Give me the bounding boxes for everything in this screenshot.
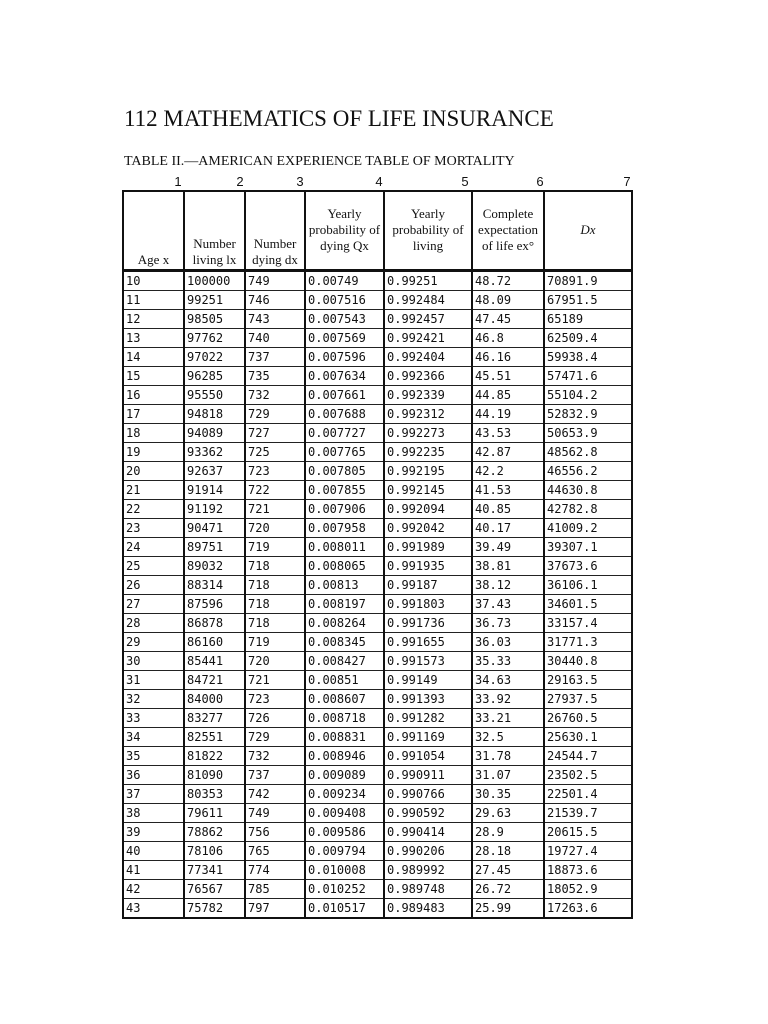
- px-cell: 0.992195: [384, 462, 472, 481]
- age-cell: 25: [123, 557, 184, 576]
- px-cell: 0.990592: [384, 804, 472, 823]
- qx-cell: 0.00813: [305, 576, 384, 595]
- living-cell: 95550: [184, 386, 245, 405]
- qx-cell: 0.008946: [305, 747, 384, 766]
- qx-cell: 0.009408: [305, 804, 384, 823]
- ex-cell: 27.45: [472, 861, 544, 880]
- age-cell: 23: [123, 519, 184, 538]
- living-cell: 75782: [184, 899, 245, 919]
- ex-cell: 45.51: [472, 367, 544, 386]
- dx-cell: 36106.1: [544, 576, 632, 595]
- age-cell: 34: [123, 728, 184, 747]
- px-cell: 0.991935: [384, 557, 472, 576]
- px-cell: 0.992421: [384, 329, 472, 348]
- age-cell: 16: [123, 386, 184, 405]
- age-cell: 41: [123, 861, 184, 880]
- living-cell: 86160: [184, 633, 245, 652]
- table-row: [123, 614, 632, 633]
- table-row: [123, 766, 632, 785]
- table-row: [123, 310, 632, 329]
- px-cell: 0.989992: [384, 861, 472, 880]
- age-cell: 22: [123, 500, 184, 519]
- ex-cell: 44.85: [472, 386, 544, 405]
- dx-cell: 30440.8: [544, 652, 632, 671]
- qx-cell: 0.008718: [305, 709, 384, 728]
- qx-cell: 0.008065: [305, 557, 384, 576]
- dx-cell: 50653.9: [544, 424, 632, 443]
- dying-cell: 723: [245, 690, 305, 709]
- dying-cell: 727: [245, 424, 305, 443]
- ex-cell: 34.63: [472, 671, 544, 690]
- dying-cell: 742: [245, 785, 305, 804]
- px-cell: 0.992273: [384, 424, 472, 443]
- dying-cell: 718: [245, 614, 305, 633]
- px-cell: 0.991655: [384, 633, 472, 652]
- qx-cell: 0.007516: [305, 291, 384, 310]
- ex-cell: 31.07: [472, 766, 544, 785]
- dying-cell: 732: [245, 747, 305, 766]
- column-number: 2: [236, 174, 244, 189]
- ex-cell: 26.72: [472, 880, 544, 899]
- px-cell: 0.990766: [384, 785, 472, 804]
- dx-cell: 17263.6: [544, 899, 632, 919]
- living-cell: 86878: [184, 614, 245, 633]
- table-row: [123, 329, 632, 348]
- qx-cell: 0.008607: [305, 690, 384, 709]
- px-cell: 0.991282: [384, 709, 472, 728]
- living-cell: 87596: [184, 595, 245, 614]
- table-row: [123, 785, 632, 804]
- table-row: [123, 576, 632, 595]
- table-row: [123, 557, 632, 576]
- dying-cell: 719: [245, 633, 305, 652]
- dying-cell: 737: [245, 348, 305, 367]
- mortality-table: [122, 190, 633, 919]
- qx-cell: 0.007855: [305, 481, 384, 500]
- table-row: [123, 823, 632, 842]
- qx-cell: 0.008427: [305, 652, 384, 671]
- living-cell: 94818: [184, 405, 245, 424]
- dx-cell: 55104.2: [544, 386, 632, 405]
- qx-cell: 0.007688: [305, 405, 384, 424]
- qx-cell: 0.007727: [305, 424, 384, 443]
- dying-cell: 718: [245, 595, 305, 614]
- qx-cell: 0.007543: [305, 310, 384, 329]
- qx-cell: 0.010008: [305, 861, 384, 880]
- ex-cell: 31.78: [472, 747, 544, 766]
- dying-cell: 785: [245, 880, 305, 899]
- dx-cell: 70891.9: [544, 271, 632, 291]
- living-cell: 83277: [184, 709, 245, 728]
- header-row: [123, 191, 632, 271]
- table-row: [123, 443, 632, 462]
- table-row: [123, 804, 632, 823]
- ex-cell: 44.19: [472, 405, 544, 424]
- living-cell: 97762: [184, 329, 245, 348]
- dx-cell: 65189: [544, 310, 632, 329]
- dying-cell: 729: [245, 728, 305, 747]
- header-expectation-of-life: Complete expectation of life ex°: [472, 191, 544, 271]
- px-cell: 0.99187: [384, 576, 472, 595]
- living-cell: 90471: [184, 519, 245, 538]
- age-cell: 13: [123, 329, 184, 348]
- living-cell: 80353: [184, 785, 245, 804]
- living-cell: 98505: [184, 310, 245, 329]
- dx-cell: 31771.3: [544, 633, 632, 652]
- column-number: 4: [375, 174, 383, 189]
- age-cell: 30: [123, 652, 184, 671]
- living-cell: 82551: [184, 728, 245, 747]
- qx-cell: 0.007906: [305, 500, 384, 519]
- living-cell: 92637: [184, 462, 245, 481]
- column-number: 3: [296, 174, 304, 189]
- ex-cell: 28.18: [472, 842, 544, 861]
- dying-cell: 749: [245, 804, 305, 823]
- qx-cell: 0.007634: [305, 367, 384, 386]
- age-cell: 38: [123, 804, 184, 823]
- ex-cell: 42.87: [472, 443, 544, 462]
- ex-cell: 36.03: [472, 633, 544, 652]
- px-cell: 0.989748: [384, 880, 472, 899]
- dx-cell: 26760.5: [544, 709, 632, 728]
- living-cell: 76567: [184, 880, 245, 899]
- age-cell: 31: [123, 671, 184, 690]
- ex-cell: 32.5: [472, 728, 544, 747]
- ex-cell: 28.9: [472, 823, 544, 842]
- living-cell: 89032: [184, 557, 245, 576]
- dx-cell: 48562.8: [544, 443, 632, 462]
- living-cell: 96285: [184, 367, 245, 386]
- dying-cell: 732: [245, 386, 305, 405]
- dx-cell: 21539.7: [544, 804, 632, 823]
- table-row: [123, 880, 632, 899]
- dying-cell: 720: [245, 652, 305, 671]
- table-row: [123, 271, 632, 291]
- px-cell: 0.99251: [384, 271, 472, 291]
- dx-cell: 57471.6: [544, 367, 632, 386]
- dx-cell: 25630.1: [544, 728, 632, 747]
- age-cell: 42: [123, 880, 184, 899]
- living-cell: 77341: [184, 861, 245, 880]
- dying-cell: 719: [245, 538, 305, 557]
- age-cell: 32: [123, 690, 184, 709]
- table-row: [123, 861, 632, 880]
- living-cell: 91914: [184, 481, 245, 500]
- px-cell: 0.991803: [384, 595, 472, 614]
- px-cell: 0.991989: [384, 538, 472, 557]
- dying-cell: 721: [245, 500, 305, 519]
- table-row: [123, 462, 632, 481]
- table-caption: TABLE II.—AMERICAN EXPERIENCE TABLE OF MORTALITY: [124, 154, 515, 169]
- age-cell: 10: [123, 271, 184, 291]
- table-row: [123, 367, 632, 386]
- dying-cell: 774: [245, 861, 305, 880]
- column-number: 7: [623, 174, 631, 189]
- qx-cell: 0.007765: [305, 443, 384, 462]
- px-cell: 0.991393: [384, 690, 472, 709]
- ex-cell: 37.43: [472, 595, 544, 614]
- column-number: 5: [461, 174, 469, 189]
- qx-cell: 0.009089: [305, 766, 384, 785]
- qx-cell: 0.007596: [305, 348, 384, 367]
- table-row: [123, 899, 632, 919]
- header-number-dying: Number dying dx: [245, 191, 305, 271]
- table-row: [123, 690, 632, 709]
- ex-cell: 48.72: [472, 271, 544, 291]
- living-cell: 89751: [184, 538, 245, 557]
- qx-cell: 0.007661: [305, 386, 384, 405]
- dying-cell: 723: [245, 462, 305, 481]
- dx-cell: 18052.9: [544, 880, 632, 899]
- px-cell: 0.991736: [384, 614, 472, 633]
- px-cell: 0.990206: [384, 842, 472, 861]
- qx-cell: 0.009234: [305, 785, 384, 804]
- ex-cell: 36.73: [472, 614, 544, 633]
- dying-cell: 721: [245, 671, 305, 690]
- dying-cell: 746: [245, 291, 305, 310]
- ex-cell: 42.2: [472, 462, 544, 481]
- dx-cell: 37673.6: [544, 557, 632, 576]
- header-probability-living: Yearly probability of living: [384, 191, 472, 271]
- column-number: 6: [536, 174, 544, 189]
- ex-cell: 25.99: [472, 899, 544, 919]
- ex-cell: 46.8: [472, 329, 544, 348]
- dying-cell: 765: [245, 842, 305, 861]
- qx-cell: 0.00851: [305, 671, 384, 690]
- dx-cell: 44630.8: [544, 481, 632, 500]
- qx-cell: 0.008011: [305, 538, 384, 557]
- table-row: [123, 709, 632, 728]
- ex-cell: 46.16: [472, 348, 544, 367]
- age-cell: 29: [123, 633, 184, 652]
- table-body: [123, 271, 632, 919]
- age-cell: 15: [123, 367, 184, 386]
- living-cell: 99251: [184, 291, 245, 310]
- qx-cell: 0.008264: [305, 614, 384, 633]
- dx-cell: 22501.4: [544, 785, 632, 804]
- px-cell: 0.991573: [384, 652, 472, 671]
- table-row: [123, 386, 632, 405]
- dying-cell: 735: [245, 367, 305, 386]
- qx-cell: 0.008831: [305, 728, 384, 747]
- table-row: [123, 595, 632, 614]
- age-cell: 39: [123, 823, 184, 842]
- qx-cell: 0.009586: [305, 823, 384, 842]
- age-cell: 27: [123, 595, 184, 614]
- table-row: [123, 671, 632, 690]
- age-cell: 24: [123, 538, 184, 557]
- px-cell: 0.99149: [384, 671, 472, 690]
- dying-cell: 725: [245, 443, 305, 462]
- age-cell: 36: [123, 766, 184, 785]
- age-cell: 35: [123, 747, 184, 766]
- dx-cell: 52832.9: [544, 405, 632, 424]
- dying-cell: 740: [245, 329, 305, 348]
- dx-cell: 67951.5: [544, 291, 632, 310]
- table-row: [123, 538, 632, 557]
- dying-cell: 720: [245, 519, 305, 538]
- age-cell: 43: [123, 899, 184, 919]
- ex-cell: 40.17: [472, 519, 544, 538]
- header-probability-dying: Yearly probability of dying Qx: [305, 191, 384, 271]
- dx-cell: 27937.5: [544, 690, 632, 709]
- dying-cell: 726: [245, 709, 305, 728]
- column-number: 1: [174, 174, 182, 189]
- header-age: Age x: [123, 191, 184, 271]
- living-cell: 97022: [184, 348, 245, 367]
- dx-cell: 39307.1: [544, 538, 632, 557]
- table-row: [123, 405, 632, 424]
- px-cell: 0.992366: [384, 367, 472, 386]
- table-row: [123, 348, 632, 367]
- dying-cell: 797: [245, 899, 305, 919]
- table-row: [123, 652, 632, 671]
- age-cell: 33: [123, 709, 184, 728]
- px-cell: 0.992339: [384, 386, 472, 405]
- header-number-living: Number living lx: [184, 191, 245, 271]
- dx-cell: 59938.4: [544, 348, 632, 367]
- page-title: 112 MATHEMATICS OF LIFE INSURANCE: [124, 106, 554, 131]
- ex-cell: 33.92: [472, 690, 544, 709]
- px-cell: 0.992042: [384, 519, 472, 538]
- age-cell: 11: [123, 291, 184, 310]
- living-cell: 79611: [184, 804, 245, 823]
- dying-cell: 729: [245, 405, 305, 424]
- px-cell: 0.990414: [384, 823, 472, 842]
- dx-cell: 18873.6: [544, 861, 632, 880]
- living-cell: 84721: [184, 671, 245, 690]
- living-cell: 81090: [184, 766, 245, 785]
- px-cell: 0.992312: [384, 405, 472, 424]
- age-cell: 28: [123, 614, 184, 633]
- header-dx: Dx: [544, 191, 632, 271]
- age-cell: 37: [123, 785, 184, 804]
- living-cell: 93362: [184, 443, 245, 462]
- px-cell: 0.992235: [384, 443, 472, 462]
- living-cell: 81822: [184, 747, 245, 766]
- px-cell: 0.990911: [384, 766, 472, 785]
- dying-cell: 737: [245, 766, 305, 785]
- age-cell: 40: [123, 842, 184, 861]
- age-cell: 12: [123, 310, 184, 329]
- age-cell: 21: [123, 481, 184, 500]
- dying-cell: 722: [245, 481, 305, 500]
- living-cell: 100000: [184, 271, 245, 291]
- dx-cell: 29163.5: [544, 671, 632, 690]
- table-row: [123, 747, 632, 766]
- dying-cell: 718: [245, 557, 305, 576]
- dying-cell: 756: [245, 823, 305, 842]
- dx-cell: 23502.5: [544, 766, 632, 785]
- qx-cell: 0.010517: [305, 899, 384, 919]
- ex-cell: 29.63: [472, 804, 544, 823]
- table-row: [123, 481, 632, 500]
- dying-cell: 749: [245, 271, 305, 291]
- px-cell: 0.992145: [384, 481, 472, 500]
- qx-cell: 0.007958: [305, 519, 384, 538]
- px-cell: 0.991054: [384, 747, 472, 766]
- dx-cell: 20615.5: [544, 823, 632, 842]
- qx-cell: 0.00749: [305, 271, 384, 291]
- dx-cell: 41009.2: [544, 519, 632, 538]
- dx-cell: 46556.2: [544, 462, 632, 481]
- age-cell: 14: [123, 348, 184, 367]
- living-cell: 91192: [184, 500, 245, 519]
- ex-cell: 38.12: [472, 576, 544, 595]
- px-cell: 0.992404: [384, 348, 472, 367]
- qx-cell: 0.007805: [305, 462, 384, 481]
- dx-cell: 62509.4: [544, 329, 632, 348]
- dx-cell: 24544.7: [544, 747, 632, 766]
- table-row: [123, 842, 632, 861]
- table-row: [123, 519, 632, 538]
- living-cell: 78862: [184, 823, 245, 842]
- age-cell: 19: [123, 443, 184, 462]
- ex-cell: 38.81: [472, 557, 544, 576]
- living-cell: 85441: [184, 652, 245, 671]
- px-cell: 0.989483: [384, 899, 472, 919]
- px-cell: 0.991169: [384, 728, 472, 747]
- qx-cell: 0.008345: [305, 633, 384, 652]
- ex-cell: 35.33: [472, 652, 544, 671]
- px-cell: 0.992484: [384, 291, 472, 310]
- living-cell: 94089: [184, 424, 245, 443]
- dx-cell: 33157.4: [544, 614, 632, 633]
- age-cell: 17: [123, 405, 184, 424]
- ex-cell: 48.09: [472, 291, 544, 310]
- table-row: [123, 728, 632, 747]
- table-row: [123, 424, 632, 443]
- px-cell: 0.992094: [384, 500, 472, 519]
- ex-cell: 33.21: [472, 709, 544, 728]
- dying-cell: 718: [245, 576, 305, 595]
- ex-cell: 41.53: [472, 481, 544, 500]
- age-cell: 20: [123, 462, 184, 481]
- living-cell: 88314: [184, 576, 245, 595]
- table-row: [123, 633, 632, 652]
- ex-cell: 30.35: [472, 785, 544, 804]
- dx-cell: 42782.8: [544, 500, 632, 519]
- qx-cell: 0.008197: [305, 595, 384, 614]
- px-cell: 0.992457: [384, 310, 472, 329]
- ex-cell: 39.49: [472, 538, 544, 557]
- dying-cell: 743: [245, 310, 305, 329]
- ex-cell: 40.85: [472, 500, 544, 519]
- qx-cell: 0.010252: [305, 880, 384, 899]
- dx-cell: 34601.5: [544, 595, 632, 614]
- table-row: [123, 500, 632, 519]
- dx-cell: 19727.4: [544, 842, 632, 861]
- ex-cell: 43.53: [472, 424, 544, 443]
- ex-cell: 47.45: [472, 310, 544, 329]
- age-cell: 26: [123, 576, 184, 595]
- living-cell: 78106: [184, 842, 245, 861]
- qx-cell: 0.009794: [305, 842, 384, 861]
- age-cell: 18: [123, 424, 184, 443]
- qx-cell: 0.007569: [305, 329, 384, 348]
- living-cell: 84000: [184, 690, 245, 709]
- table-row: [123, 291, 632, 310]
